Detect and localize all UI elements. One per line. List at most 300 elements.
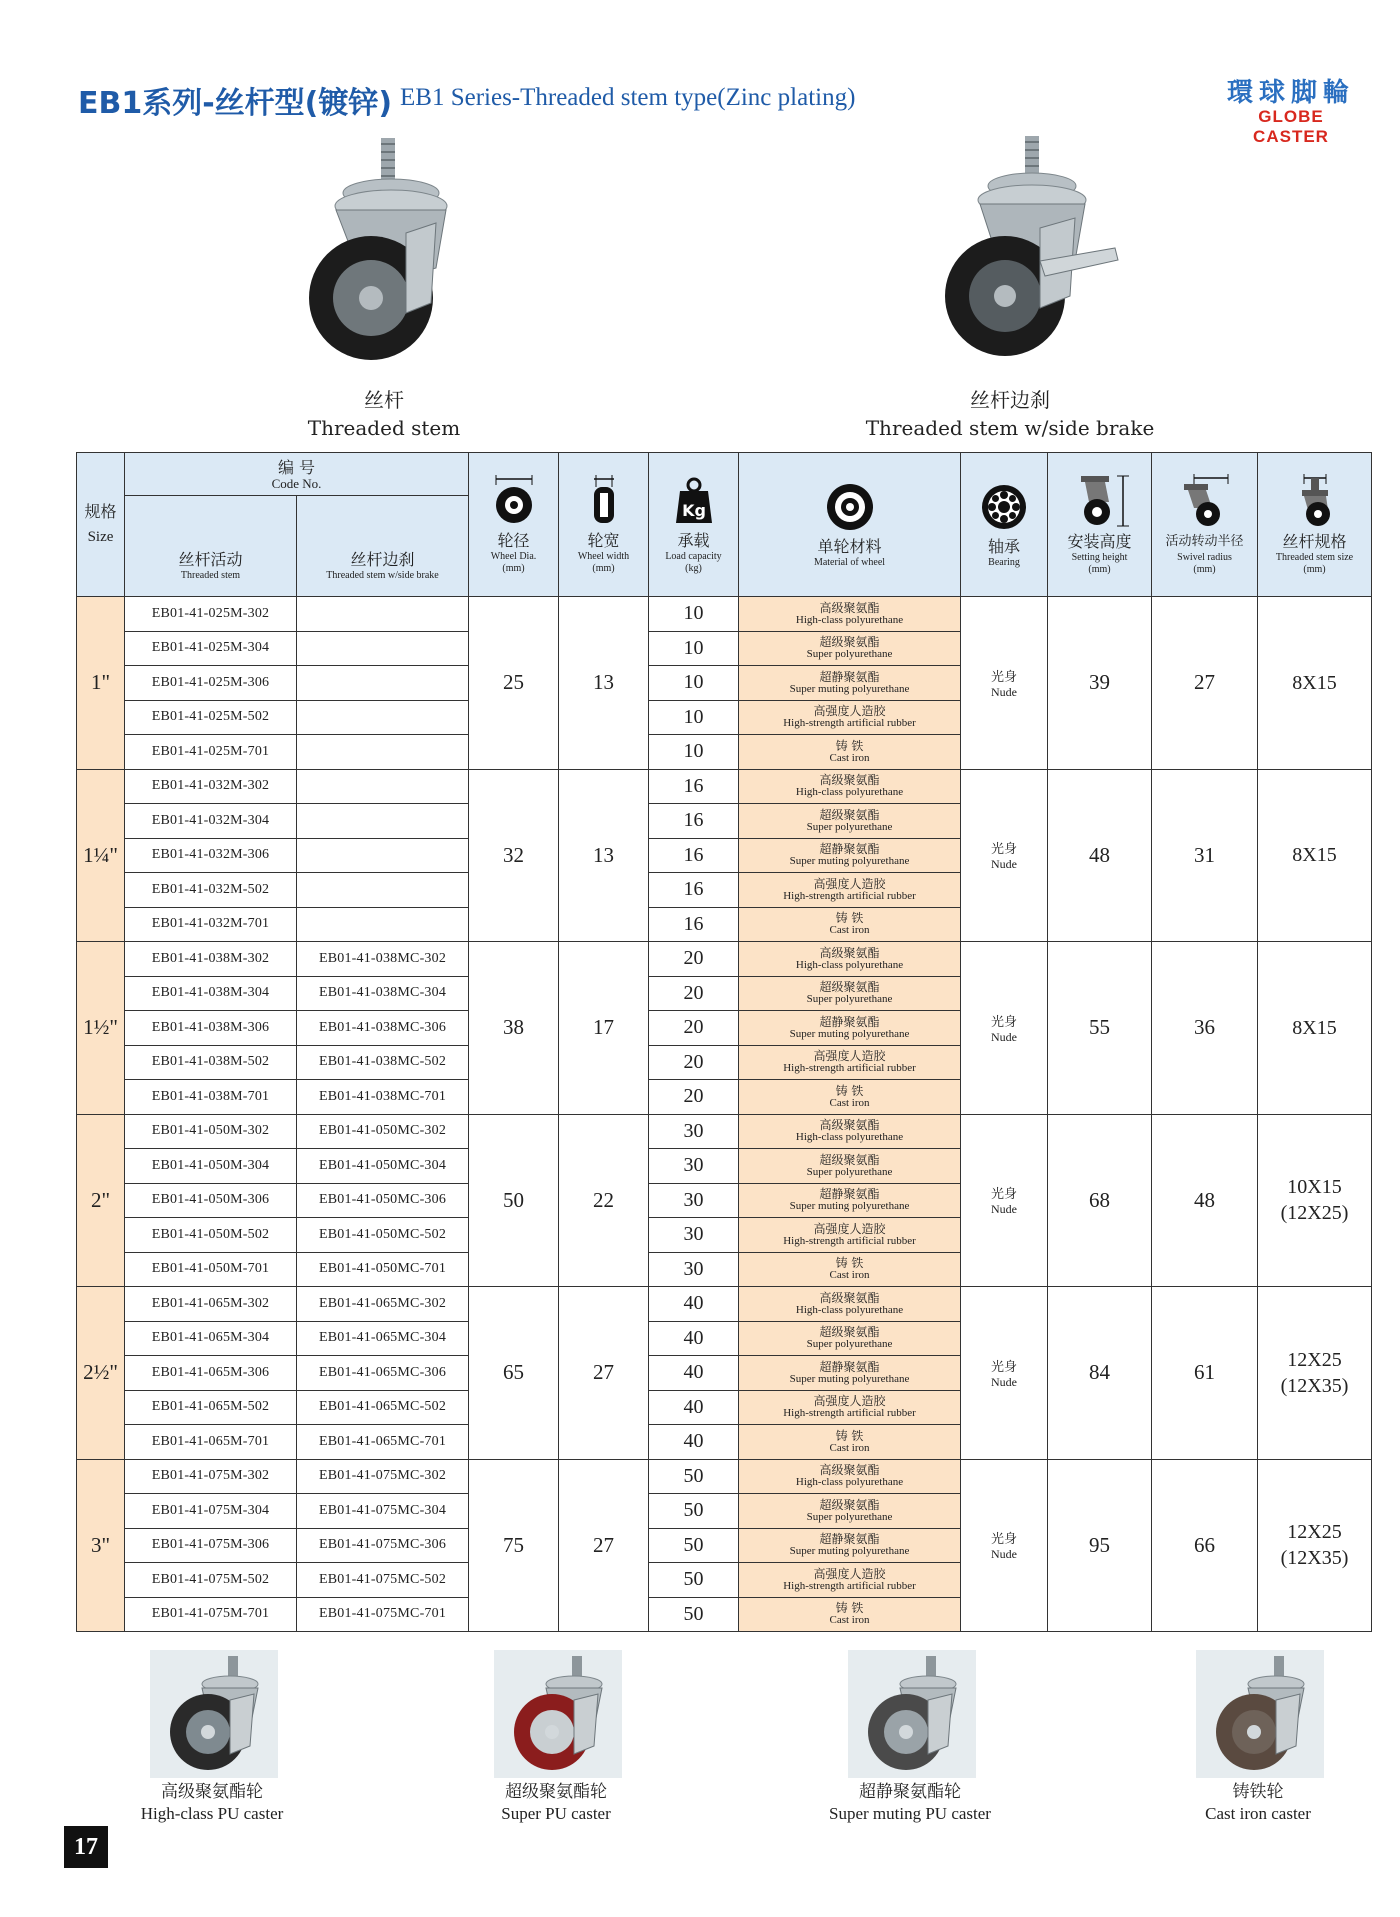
material-cn: 超级聚氨酯 xyxy=(819,1497,880,1512)
table-row xyxy=(77,1114,1372,1149)
caster-thumbnail xyxy=(150,1650,278,1778)
wheel-width-icon xyxy=(582,475,626,527)
weight-kg-icon xyxy=(672,475,716,527)
material-cell xyxy=(739,769,961,804)
header-wheel-width xyxy=(559,453,649,597)
threaded-stem-brake-caster-image xyxy=(920,136,1120,366)
material-cn: 高强度人造胶 xyxy=(813,876,886,891)
code-side-brake: EB01-41-050MC-701 xyxy=(297,1252,469,1287)
material-cell xyxy=(739,631,961,666)
material-en: High-class polyurethane xyxy=(795,1303,904,1316)
material-cn: 超静聚氨酯 xyxy=(819,1187,880,1202)
material-cell xyxy=(739,1045,961,1080)
material-en: Super muting polyurethane xyxy=(789,855,910,868)
material-cell xyxy=(739,1425,961,1460)
product-caption-stem-cn: 丝杆 xyxy=(364,388,404,412)
header-swivel-radius-en: Swivel radius xyxy=(1177,551,1232,563)
material-cell xyxy=(739,700,961,735)
wheel-dia-cell: 65 xyxy=(469,1287,559,1460)
header-threaded-stem xyxy=(125,496,297,597)
code-threaded-stem: EB01-41-075M-304 xyxy=(125,1494,297,1529)
load-cell: 16 xyxy=(649,907,739,942)
setting-height-cell: 55 xyxy=(1048,942,1152,1115)
code-side-brake: EB01-41-065MC-302 xyxy=(297,1287,469,1322)
load-cell: 50 xyxy=(649,1528,739,1563)
thumbnail-caption-cn: 高级聚氨酯轮 xyxy=(161,1782,263,1802)
header-load-unit: (kg) xyxy=(685,562,702,574)
wheel-material-icon xyxy=(825,481,875,533)
header-load-cn: 承载 xyxy=(677,530,710,550)
material-en: Super polyurethane xyxy=(806,1510,893,1523)
setting-height-cell: 95 xyxy=(1048,1459,1152,1632)
code-threaded-stem: EB01-41-038M-304 xyxy=(125,976,297,1011)
stem-size-cell xyxy=(1258,769,1372,942)
bearing-cn: 光身 xyxy=(990,1187,1017,1203)
stem-size-cell xyxy=(1258,1114,1372,1287)
header-wheel-width-cn: 轮宽 xyxy=(587,530,620,550)
material-cell xyxy=(739,1494,961,1529)
stem-size-primary: 8X15 xyxy=(1292,1016,1337,1039)
header-bearing-cn: 轴承 xyxy=(987,536,1020,556)
material-en: Cast iron xyxy=(829,1441,870,1454)
header-bearing-en: Bearing xyxy=(988,556,1020,568)
bearing-cn: 光身 xyxy=(990,842,1017,858)
stem-size-primary: 12X25 xyxy=(1287,1521,1342,1544)
load-cell: 40 xyxy=(649,1321,739,1356)
code-threaded-stem: EB01-41-038M-302 xyxy=(125,942,297,977)
header-swivel-radius xyxy=(1152,453,1258,597)
code-side-brake: EB01-41-065MC-502 xyxy=(297,1390,469,1425)
swivel-radius-cell: 27 xyxy=(1152,597,1258,770)
load-cell: 50 xyxy=(649,1494,739,1529)
header-stem-size-en: Threaded stem size xyxy=(1275,551,1354,563)
material-cell xyxy=(739,1528,961,1563)
caster-thumbnail-caption xyxy=(62,1782,362,1824)
brand-logo xyxy=(1216,72,1366,147)
table-row xyxy=(77,1287,1372,1322)
load-cell: 10 xyxy=(649,666,739,701)
material-cn: 高强度人造胶 xyxy=(813,1049,886,1064)
code-side-brake: EB01-41-038MC-304 xyxy=(297,976,469,1011)
size-cell: 1" xyxy=(77,597,125,770)
code-threaded-stem: EB01-41-050M-302 xyxy=(125,1114,297,1149)
bearing-cn: 光身 xyxy=(990,1532,1017,1548)
load-cell: 50 xyxy=(649,1459,739,1494)
load-cell: 20 xyxy=(649,1045,739,1080)
wheel-dia-cell: 50 xyxy=(469,1114,559,1287)
material-en: High-strength artificial rubber xyxy=(783,1579,916,1592)
header-threaded-stem-cn: 丝杆活动 xyxy=(178,550,243,569)
material-cell xyxy=(739,1218,961,1253)
material-cn: 铸 铁 xyxy=(835,911,864,926)
material-en: Cast iron xyxy=(829,1614,870,1627)
material-en: Super muting polyurethane xyxy=(789,1027,910,1040)
caster-thumbnail-image xyxy=(848,1650,976,1778)
header-setting-height xyxy=(1048,453,1152,597)
material-cell xyxy=(739,597,961,632)
product-caption-brake-cn: 丝杆边刹 xyxy=(970,388,1050,412)
stem-size-alt: (12X35) xyxy=(1280,1547,1349,1570)
wheel-width-cell: 27 xyxy=(559,1459,649,1632)
code-side-brake: EB01-41-065MC-701 xyxy=(297,1425,469,1460)
header-setting-height-en: Setting height xyxy=(1071,551,1128,563)
material-cn: 铸 铁 xyxy=(835,1428,864,1443)
header-code xyxy=(125,453,469,496)
material-en: High-class polyurethane xyxy=(795,613,904,626)
material-en: High-strength artificial rubber xyxy=(783,717,916,730)
material-cell xyxy=(739,1356,961,1391)
setting-height-cell: 48 xyxy=(1048,769,1152,942)
material-cn: 超静聚氨酯 xyxy=(819,669,880,684)
material-cn: 高强度人造胶 xyxy=(813,1221,886,1236)
code-threaded-stem: EB01-41-065M-302 xyxy=(125,1287,297,1322)
load-cell: 10 xyxy=(649,597,739,632)
material-en: High-class polyurethane xyxy=(795,1476,904,1489)
material-cn: 高级聚氨酯 xyxy=(819,1290,880,1305)
size-cell: 2" xyxy=(77,1114,125,1287)
load-cell: 30 xyxy=(649,1114,739,1149)
setting-height-cell: 39 xyxy=(1048,597,1152,770)
bearing-cell xyxy=(961,597,1048,770)
material-en: High-strength artificial rubber xyxy=(783,1234,916,1247)
material-en: Cast iron xyxy=(829,1096,870,1109)
load-cell: 20 xyxy=(649,976,739,1011)
load-cell: 50 xyxy=(649,1563,739,1598)
load-cell: 16 xyxy=(649,873,739,908)
caster-thumbnail-image xyxy=(150,1650,278,1778)
material-cn: 铸 铁 xyxy=(835,738,864,753)
thumbnail-caption-cn: 超级聚氨酯轮 xyxy=(505,1782,607,1802)
code-side-brake: EB01-41-075MC-701 xyxy=(297,1597,469,1632)
stem-size-cell xyxy=(1258,942,1372,1115)
stem-size-cell xyxy=(1258,597,1372,770)
material-en: Super polyurethane xyxy=(806,1165,893,1178)
code-threaded-stem: EB01-41-075M-306 xyxy=(125,1528,297,1563)
load-cell: 16 xyxy=(649,804,739,839)
bearing-en: Nude xyxy=(991,1202,1017,1217)
header-code-cn: 编 号 xyxy=(277,458,316,477)
material-en: High-strength artificial rubber xyxy=(783,1407,916,1420)
header-wheel-dia-unit: (mm) xyxy=(502,562,525,574)
material-en: Super muting polyurethane xyxy=(789,682,910,695)
wheel-dia-cell: 38 xyxy=(469,942,559,1115)
code-side-brake xyxy=(297,666,469,701)
code-threaded-stem: EB01-41-065M-701 xyxy=(125,1425,297,1460)
material-cn: 超级聚氨酯 xyxy=(819,980,880,995)
header-material xyxy=(739,453,961,597)
code-threaded-stem: EB01-41-038M-306 xyxy=(125,1011,297,1046)
code-side-brake: EB01-41-050MC-302 xyxy=(297,1114,469,1149)
bearing-cn: 光身 xyxy=(990,1359,1017,1375)
code-side-brake xyxy=(297,804,469,839)
bearing-en: Nude xyxy=(991,1374,1017,1389)
code-threaded-stem: EB01-41-050M-701 xyxy=(125,1252,297,1287)
material-cell xyxy=(739,1252,961,1287)
header-load xyxy=(649,453,739,597)
bearing-en: Nude xyxy=(991,857,1017,872)
code-side-brake: EB01-41-038MC-302 xyxy=(297,942,469,977)
material-cn: 高级聚氨酯 xyxy=(819,600,880,615)
material-en: Cast iron xyxy=(829,924,870,937)
caster-thumbnail xyxy=(848,1650,976,1778)
wheel-width-cell: 13 xyxy=(559,597,649,770)
load-cell: 20 xyxy=(649,942,739,977)
header-material-en: Material of wheel xyxy=(813,556,886,568)
header-bearing xyxy=(961,453,1048,597)
load-cell: 10 xyxy=(649,735,739,770)
load-cell: 10 xyxy=(649,631,739,666)
caster-thumbnail-image xyxy=(1196,1650,1324,1778)
bearing-en: Nude xyxy=(991,1547,1017,1562)
material-en: High-strength artificial rubber xyxy=(783,889,916,902)
material-en: Super polyurethane xyxy=(806,1338,893,1351)
material-cn: 铸 铁 xyxy=(835,1601,864,1616)
threaded-stem-caster-image xyxy=(296,138,486,368)
material-cell xyxy=(739,1597,961,1632)
header-side-brake-en: Threaded stem w/side brake xyxy=(326,570,439,581)
material-cell xyxy=(739,1287,961,1322)
size-cell: 3" xyxy=(77,1459,125,1632)
header-stem-size xyxy=(1258,453,1372,597)
spec-table xyxy=(76,452,1372,1632)
size-cell: 2½" xyxy=(77,1287,125,1460)
code-side-brake xyxy=(297,838,469,873)
swivel-radius-icon xyxy=(1174,474,1236,528)
code-threaded-stem: EB01-41-032M-701 xyxy=(125,907,297,942)
swivel-radius-cell: 36 xyxy=(1152,942,1258,1115)
stem-size-alt: (12X25) xyxy=(1280,1202,1349,1225)
material-cn: 超级聚氨酯 xyxy=(819,807,880,822)
material-cn: 高级聚氨酯 xyxy=(819,773,880,788)
material-en: High-class polyurethane xyxy=(795,1131,904,1144)
spec-table-body xyxy=(77,597,1372,1632)
code-threaded-stem: EB01-41-032M-302 xyxy=(125,769,297,804)
header-wheel-width-en: Wheel width xyxy=(577,550,630,562)
load-cell: 30 xyxy=(649,1218,739,1253)
code-side-brake: EB01-41-065MC-304 xyxy=(297,1321,469,1356)
code-side-brake xyxy=(297,873,469,908)
thumbnail-caption-en: Super PU caster xyxy=(501,1804,611,1823)
caster-thumbnail-caption xyxy=(406,1782,706,1824)
caster-thumbnail xyxy=(1196,1650,1324,1778)
code-side-brake xyxy=(297,631,469,666)
table-row xyxy=(77,1459,1372,1494)
code-side-brake: EB01-41-075MC-502 xyxy=(297,1563,469,1598)
load-cell: 16 xyxy=(649,769,739,804)
svg-text:Kg: Kg xyxy=(681,500,706,520)
code-threaded-stem: EB01-41-050M-304 xyxy=(125,1149,297,1184)
material-cell xyxy=(739,976,961,1011)
material-cell xyxy=(739,1390,961,1425)
thumbnail-caption-en: Cast iron caster xyxy=(1205,1804,1311,1823)
size-cell: 1¼" xyxy=(77,769,125,942)
code-threaded-stem: EB01-41-032M-304 xyxy=(125,804,297,839)
material-cell xyxy=(739,838,961,873)
wheel-dia-cell: 75 xyxy=(469,1459,559,1632)
material-cell xyxy=(739,1321,961,1356)
bearing-cell xyxy=(961,1459,1048,1632)
thumbnail-caption-en: High-class PU caster xyxy=(140,1804,284,1823)
brand-en: GLOBE CASTER xyxy=(1253,107,1329,146)
code-threaded-stem: EB01-41-038M-502 xyxy=(125,1045,297,1080)
stem-size-primary: 8X15 xyxy=(1292,671,1337,694)
header-swivel-radius-unit: (mm) xyxy=(1193,563,1216,575)
caster-thumbnail-caption xyxy=(760,1782,1060,1824)
header-wheel-dia-cn: 轮径 xyxy=(497,530,530,550)
code-side-brake: EB01-41-050MC-304 xyxy=(297,1149,469,1184)
material-cn: 超静聚氨酯 xyxy=(819,1532,880,1547)
material-en: Cast iron xyxy=(829,1269,870,1282)
material-cn: 超静聚氨酯 xyxy=(819,1359,880,1374)
header-load-en: Load capacity xyxy=(665,550,722,562)
code-threaded-stem: EB01-41-025M-502 xyxy=(125,700,297,735)
code-threaded-stem: EB01-41-025M-701 xyxy=(125,735,297,770)
material-cell xyxy=(739,1459,961,1494)
stem-size-icon xyxy=(1290,474,1340,528)
bearing-en: Nude xyxy=(991,684,1017,699)
bearing-cn: 光身 xyxy=(990,669,1017,685)
code-threaded-stem: EB01-41-075M-701 xyxy=(125,1597,297,1632)
product-caption-stem-en: Threaded stem xyxy=(307,416,461,440)
load-cell: 50 xyxy=(649,1597,739,1632)
material-cn: 高强度人造胶 xyxy=(813,1566,886,1581)
caster-thumbnail-image xyxy=(494,1650,622,1778)
code-side-brake xyxy=(297,597,469,632)
bearing-cn: 光身 xyxy=(990,1014,1017,1030)
thumbnail-caption-cn: 铸铁轮 xyxy=(1232,1782,1284,1802)
load-cell: 30 xyxy=(649,1149,739,1184)
size-cell: 1½" xyxy=(77,942,125,1115)
code-side-brake xyxy=(297,700,469,735)
code-side-brake: EB01-41-075MC-306 xyxy=(297,1528,469,1563)
load-cell: 40 xyxy=(649,1425,739,1460)
code-side-brake: EB01-41-075MC-304 xyxy=(297,1494,469,1529)
material-cn: 高强度人造胶 xyxy=(813,1394,886,1409)
wheel-width-cell: 27 xyxy=(559,1287,649,1460)
code-threaded-stem: EB01-41-050M-502 xyxy=(125,1218,297,1253)
material-en: High-class polyurethane xyxy=(795,958,904,971)
wheel-width-cell: 22 xyxy=(559,1114,649,1287)
material-cell xyxy=(739,1149,961,1184)
setting-height-icon xyxy=(1067,474,1133,528)
material-en: Super polyurethane xyxy=(806,820,893,833)
header-threaded-stem-en: Threaded stem xyxy=(180,570,241,581)
header-size-cn: 规格 xyxy=(84,502,117,521)
title-en: EB1 Series-Threaded stem type(Zinc plating) xyxy=(400,84,856,111)
code-threaded-stem: EB01-41-075M-502 xyxy=(125,1563,297,1598)
header-side-brake xyxy=(297,496,469,597)
load-cell: 20 xyxy=(649,1011,739,1046)
stem-size-primary: 12X25 xyxy=(1287,1348,1342,1371)
thumbnail-caption-cn: 超静聚氨酯轮 xyxy=(859,1782,961,1802)
material-en: Super polyurethane xyxy=(806,993,893,1006)
material-cell xyxy=(739,666,961,701)
wheel-dia-cell: 25 xyxy=(469,597,559,770)
material-cn: 高级聚氨酯 xyxy=(819,1463,880,1478)
header-side-brake-cn: 丝杆边刹 xyxy=(350,550,415,569)
code-threaded-stem: EB01-41-065M-502 xyxy=(125,1390,297,1425)
material-cell xyxy=(739,1183,961,1218)
product-caption-brake-en: Threaded stem w/side brake xyxy=(865,416,1155,440)
code-side-brake: EB01-41-038MC-306 xyxy=(297,1011,469,1046)
material-cell xyxy=(739,942,961,977)
material-en: Cast iron xyxy=(829,751,870,764)
code-side-brake xyxy=(297,907,469,942)
code-threaded-stem: EB01-41-065M-306 xyxy=(125,1356,297,1391)
load-cell: 10 xyxy=(649,700,739,735)
header-stem-size-cn: 丝杆规格 xyxy=(1282,531,1347,551)
code-side-brake: EB01-41-038MC-502 xyxy=(297,1045,469,1080)
header-wheel-width-unit: (mm) xyxy=(592,562,615,574)
material-cell xyxy=(739,873,961,908)
caster-thumbnail xyxy=(494,1650,622,1778)
bearing-en: Nude xyxy=(991,1029,1017,1044)
material-en: Super polyurethane xyxy=(806,648,893,661)
code-threaded-stem: EB01-41-032M-306 xyxy=(125,838,297,873)
material-cell xyxy=(739,804,961,839)
load-cell: 40 xyxy=(649,1287,739,1322)
material-cn: 超级聚氨酯 xyxy=(819,1152,880,1167)
code-threaded-stem: EB01-41-025M-306 xyxy=(125,666,297,701)
material-en: Super muting polyurethane xyxy=(789,1372,910,1385)
bearing-cell xyxy=(961,942,1048,1115)
load-cell: 40 xyxy=(649,1356,739,1391)
material-cn: 高强度人造胶 xyxy=(813,704,886,719)
bearing-cell xyxy=(961,1114,1048,1287)
material-cell xyxy=(739,735,961,770)
material-cell xyxy=(739,1114,961,1149)
wheel-dia-icon xyxy=(492,475,536,527)
swivel-radius-cell: 61 xyxy=(1152,1287,1258,1460)
swivel-radius-cell: 31 xyxy=(1152,769,1258,942)
load-cell: 40 xyxy=(649,1390,739,1425)
material-en: Super muting polyurethane xyxy=(789,1545,910,1558)
material-cn: 高级聚氨酯 xyxy=(819,1118,880,1133)
material-cn: 铸 铁 xyxy=(835,1083,864,1098)
header-material-cn: 单轮材料 xyxy=(817,536,882,556)
header-setting-height-cn: 安装高度 xyxy=(1067,531,1132,551)
code-threaded-stem: EB01-41-025M-304 xyxy=(125,631,297,666)
code-side-brake xyxy=(297,769,469,804)
caster-thumbnail-caption xyxy=(1108,1782,1400,1824)
code-side-brake: EB01-41-050MC-306 xyxy=(297,1183,469,1218)
material-en: High-strength artificial rubber xyxy=(783,1062,916,1075)
material-en: Super muting polyurethane xyxy=(789,1200,910,1213)
code-threaded-stem: EB01-41-065M-304 xyxy=(125,1321,297,1356)
code-threaded-stem: EB01-41-038M-701 xyxy=(125,1080,297,1115)
setting-height-cell: 68 xyxy=(1048,1114,1152,1287)
bearing-cell xyxy=(961,769,1048,942)
wheel-width-cell: 13 xyxy=(559,769,649,942)
material-cell xyxy=(739,907,961,942)
code-threaded-stem: EB01-41-075M-302 xyxy=(125,1459,297,1494)
swivel-radius-cell: 48 xyxy=(1152,1114,1258,1287)
swivel-radius-cell: 66 xyxy=(1152,1459,1258,1632)
code-threaded-stem: EB01-41-025M-302 xyxy=(125,597,297,632)
code-side-brake: EB01-41-050MC-502 xyxy=(297,1218,469,1253)
material-cell xyxy=(739,1563,961,1598)
load-cell: 30 xyxy=(649,1252,739,1287)
bearing-cell xyxy=(961,1287,1048,1460)
code-side-brake xyxy=(297,735,469,770)
material-cell xyxy=(739,1080,961,1115)
table-row xyxy=(77,942,1372,977)
header-wheel-dia xyxy=(469,453,559,597)
material-cn: 超级聚氨酯 xyxy=(819,1325,880,1340)
product-caption-brake xyxy=(860,386,1160,442)
code-side-brake: EB01-41-065MC-306 xyxy=(297,1356,469,1391)
title-cn: EB1系列-丝杆型(镀锌) xyxy=(78,86,393,121)
